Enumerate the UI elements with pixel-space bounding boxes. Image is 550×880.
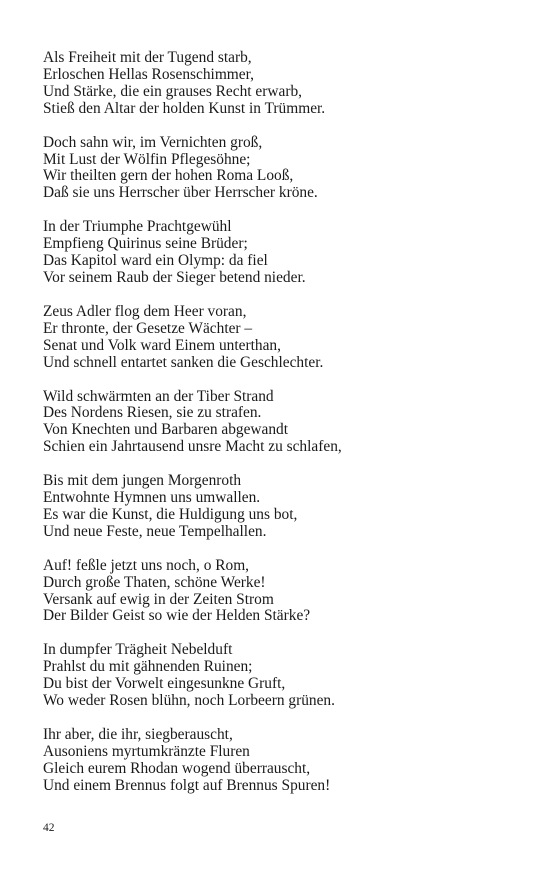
verse-line: Auf! feßle jetzt uns noch, o Rom, bbox=[43, 556, 250, 574]
verse-line: In dumpfer Trägheit Nebelduft bbox=[43, 641, 233, 659]
verse-line: Vor seinem Raub der Sieger betend nieder. bbox=[43, 268, 306, 286]
verse-line: Erloschen Hellas Rosenschimmer, bbox=[43, 65, 254, 83]
stanza bbox=[43, 135, 523, 203]
stanza bbox=[43, 304, 523, 372]
verse-line: Wild schwärmten an der Tiber Strand bbox=[43, 387, 274, 405]
verse-line: Stieß den Altar der holden Kunst in Trümmer. bbox=[43, 99, 326, 117]
verse-line: Zeus Adler flog dem Heer voran, bbox=[43, 302, 247, 320]
verse-line: Du bist der Vorwelt eingesunkne Gruft, bbox=[43, 675, 286, 693]
page-number: 42 bbox=[43, 822, 55, 834]
verse-line: Als Freiheit mit der Tugend starb, bbox=[43, 49, 252, 66]
verse-line: Und einem Brennus folgt auf Brennus Spuren! bbox=[43, 776, 331, 794]
verse-line: Und schnell entartet sanken die Geschlechter. bbox=[43, 353, 324, 371]
verse-line: Bis mit dem jungen Morgenroth bbox=[43, 472, 242, 490]
verse-line: Das Kapitol ward ein Olymp: da fiel bbox=[43, 252, 268, 270]
stanza bbox=[43, 50, 523, 118]
verse-line: Wo weder Rosen blühn, noch Lorbeern grünen. bbox=[43, 692, 335, 710]
stanza bbox=[43, 558, 523, 626]
verse-line: Doch sahn wir, im Vernichten groß, bbox=[43, 133, 263, 151]
verse-line: Ausoniens myrtumkränzte Fluren bbox=[43, 742, 250, 760]
verse-line: Schien ein Jahrtausend unsre Macht zu schlafen, bbox=[43, 438, 342, 456]
verse-line: Mit Lust der Wölfin Pflegesöhne; bbox=[43, 150, 251, 168]
stanza bbox=[43, 219, 523, 287]
verse-line: Empfieng Quirinus seine Brüder; bbox=[43, 235, 248, 253]
verse-line: Gleich eurem Rhodan wogend überrauscht, bbox=[43, 759, 311, 777]
verse-line: Von Knechten und Barbaren abgewandt bbox=[43, 421, 289, 439]
verse-line: Des Nordens Riesen, sie zu strafen. bbox=[43, 404, 262, 422]
verse-line: Durch große Thaten, schöne Werke! bbox=[43, 573, 266, 591]
verse-line: Der Bilder Geist so wie der Helden Stärke? bbox=[43, 607, 311, 625]
verse-line: Ihr aber, die ihr, siegberauscht, bbox=[43, 726, 233, 743]
stanza bbox=[43, 642, 523, 710]
verse-line: Und Stärke, die ein grauses Recht erwarb, bbox=[43, 82, 302, 100]
verse-line: Und neue Feste, neue Tempelhallen. bbox=[43, 522, 267, 540]
verse-line: Entwohnte Hymnen uns umwallen. bbox=[43, 489, 261, 507]
verse-line: Wir theilten gern der hohen Roma Looß, bbox=[43, 167, 294, 185]
verse-line: Prahlst du mit gähnenden Ruinen; bbox=[43, 658, 253, 676]
verse-line: Senat und Volk ward Einem unterthan, bbox=[43, 336, 281, 354]
verse-line: In der Triumphe Prachtgewühl bbox=[43, 218, 232, 236]
stanza bbox=[43, 389, 523, 457]
poem-body bbox=[43, 50, 523, 812]
verse-line: Es war die Kunst, die Huldigung uns bot, bbox=[43, 505, 298, 523]
verse-line: Er thronte, der Gesetze Wächter – bbox=[43, 319, 253, 337]
verse-line: Daß sie uns Herrscher über Herrscher kröne. bbox=[43, 184, 318, 202]
stanza bbox=[43, 727, 523, 795]
verse-line: Versank auf ewig in der Zeiten Strom bbox=[43, 590, 274, 608]
stanza bbox=[43, 473, 523, 541]
